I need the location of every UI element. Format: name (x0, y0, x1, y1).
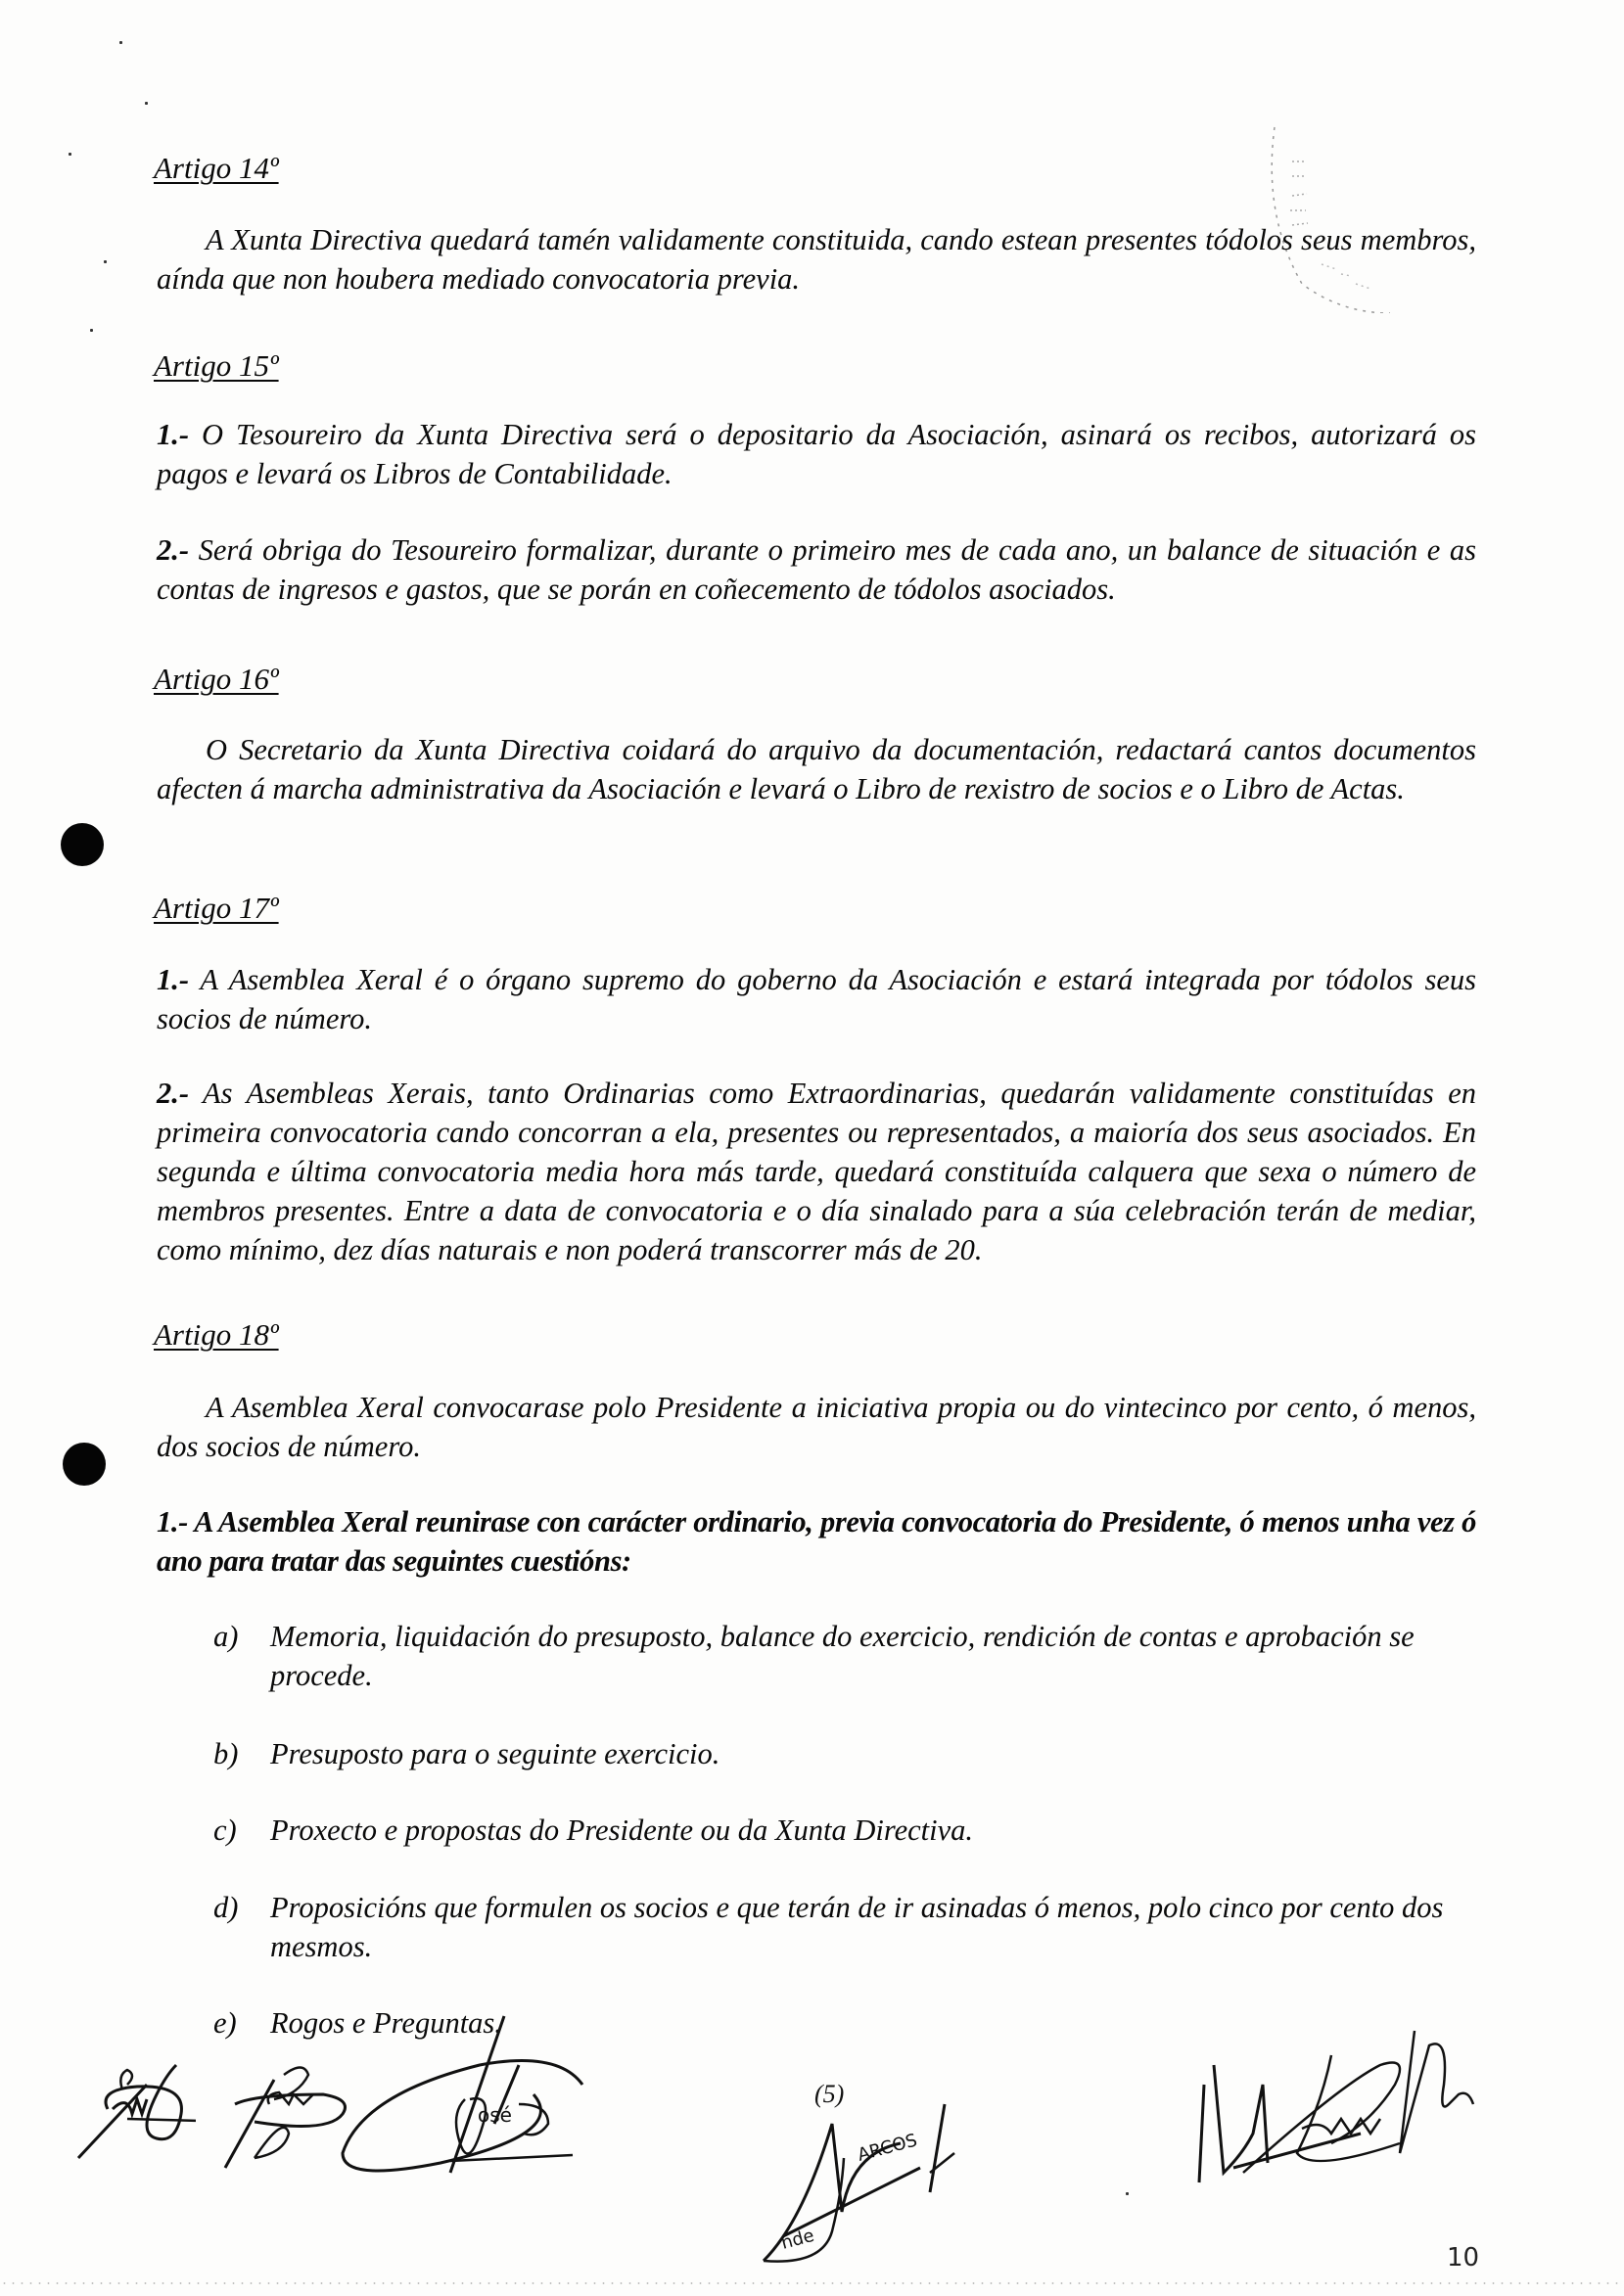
svg-text:nde: nde (778, 2225, 817, 2254)
clause-number: 1.- (157, 418, 190, 451)
clause-number: 2.- (157, 533, 190, 567)
punch-hole (61, 823, 104, 866)
list-marker: b) (213, 1737, 239, 1770)
scan-speck (104, 260, 107, 263)
clause-number: 1.- (157, 1505, 188, 1538)
article-15-clause-2 (157, 530, 1476, 609)
clause-text: O Tesoureiro da Xunta Directiva será o depositario da Asociación, asinará os recibos, autorizará os pagos e levará os Libros de Contabilidade. (157, 418, 1477, 490)
article-15-clause-1 (157, 415, 1476, 493)
scan-speck (1126, 2192, 1129, 2195)
signature-4-icon (744, 2075, 998, 2271)
list-marker: a) (213, 1620, 239, 1653)
list-marker: d) (213, 1891, 239, 1924)
article-18-heading: Artigo 18º (154, 1317, 279, 1352)
article-16-heading: Artigo 16º (154, 662, 279, 696)
page-number: 10 (1447, 2243, 1480, 2273)
article-18-paragraph: A Asemblea Xeral convocarase polo Presidente a iniciativa propia ou do vintecinco por cento, ó menos, dos socios de número. (157, 1391, 1476, 1463)
scan-speck (145, 102, 148, 105)
article-16-paragraph: O Secretario da Xunta Directiva coidará do arquivo da documentación, redactará cantos documentos afecten á marcha administrativa da Asociación e levará o Libro de rexistro de socios e o Libro de Actas. (157, 733, 1476, 805)
article-14-paragraph: A Xunta Directiva quedará tamén validamente constituida, cando estean presentes tódolos seus membros, aínda que non houbera mediado convocatoria previa. (157, 223, 1476, 296)
punch-hole (63, 1443, 106, 1486)
agenda-item-c (213, 1811, 1476, 1850)
article-15-heading: Artigo 15º (154, 348, 279, 383)
list-text: Rogos e Preguntas. (270, 2006, 502, 2040)
list-text: Memoria, liquidación do presuposto, balance do exercicio, rendición de contas e aprobación se procede. (270, 1620, 1415, 1692)
signature-annotation: (5) (814, 2080, 845, 2108)
list-text: Proxecto e propostas do Presidente ou da Xunta Directiva. (270, 1814, 974, 1847)
list-marker: e) (213, 2006, 237, 2040)
clause-text: A Asemblea Xeral é o órgano supremo do goberno da Asociación e estará integrada por tódolos seus socios de número. (157, 963, 1477, 1035)
clause-text: Será obriga do Tesoureiro formalizar, durante o primeiro mes de cada ano, un balance de situación e as contas de ingresos e gastos, que se porán en coñecemento de tódolos asociados. (157, 533, 1476, 606)
scan-speck (69, 153, 71, 156)
signature-1-icon (69, 2055, 196, 2163)
agenda-item-d (213, 1888, 1476, 1966)
clause-number: 2.- (157, 1077, 190, 1110)
scan-edge-noise (0, 2280, 1624, 2288)
list-text: Presuposto para o seguinte exercicio. (270, 1737, 720, 1770)
clause-number: 1.- (157, 963, 190, 996)
article-18-clause-1 (157, 1502, 1476, 1581)
scan-speck (90, 329, 93, 332)
agenda-item-a (213, 1617, 1476, 1695)
agenda-item-b (213, 1734, 1476, 1773)
clause-text: As Asembleas Xerais, tanto Ordinarias como Extraordinarias, quedarán validamente constituídas en primeira convocatoria cando concorran a ela, presentes ou representados, a maioría dos seus asociados. En segunda e última convocatoria media hora más tarde, quedará constituída calquera que sexa o número de membros presentes. Entre a data de convocatoria e o día sinalado para a súa celebración terán de mediar, como mínimo, dez días naturais e non poderá transcorrer más de 20. (157, 1077, 1476, 1266)
scan-speck (119, 41, 122, 44)
article-17-clause-1 (157, 960, 1476, 1038)
signature-3-icon (323, 2006, 587, 2192)
svg-text:osé: osé (478, 2103, 512, 2127)
list-text: Proposicións que formulen os socios e que terán de ir asinadas ó menos, polo cinco por cento dos mesmos. (270, 1891, 1444, 1963)
article-14-heading: Artigo 14º (154, 151, 279, 185)
article-17-clause-2 (157, 1074, 1476, 1269)
article-17-heading: Artigo 17º (154, 891, 279, 925)
svg-text:ARCOS: ARCOS (855, 2130, 920, 2166)
signature-5-icon (1184, 2026, 1478, 2202)
clause-text: A Asemblea Xeral reunirase con carácter ordinario, previa convocatoria do Presidente, ó menos unha vez ó ano para tratar das seguintes cuestións: (157, 1505, 1477, 1578)
list-marker: c) (213, 1814, 237, 1847)
